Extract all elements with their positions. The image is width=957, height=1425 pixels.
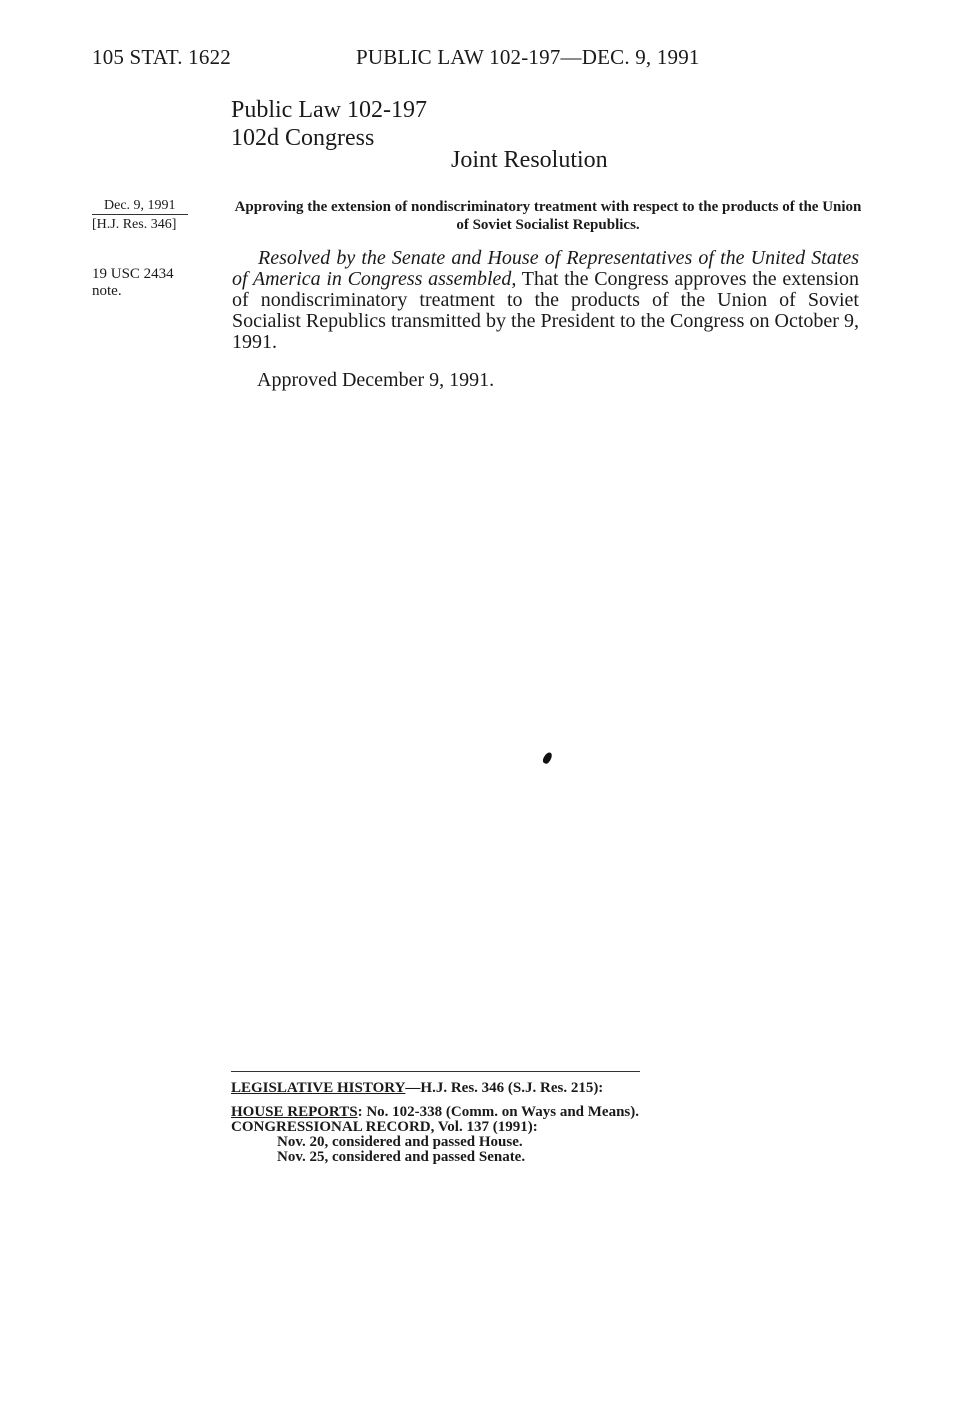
document-type: Joint Resolution	[451, 147, 608, 173]
legislative-history	[231, 1081, 639, 1165]
enactment-date: Dec. 9, 1991	[92, 197, 188, 215]
history-action: Nov. 20, considered and passed House.	[277, 1134, 523, 1150]
house-reports-label: HOUSE REPORTS	[231, 1104, 358, 1120]
history-heading-label: LEGISLATIVE HISTORY	[231, 1080, 406, 1096]
bill-number: [H.J. Res. 346]	[92, 217, 177, 232]
page-header-law: PUBLIC LAW 102-197—DEC. 9, 1991	[356, 45, 700, 69]
house-reports-rest: : No. 102-338 (Comm. on Ways and Means).	[357, 1104, 639, 1120]
ink-mark	[541, 751, 553, 765]
law-number: Public Law 102-197	[231, 97, 427, 123]
congress-label: 102d Congress	[231, 125, 375, 151]
history-action: Nov. 25, considered and passed Senate.	[277, 1149, 526, 1165]
history-heading-rest: —H.J. Res. 346 (S.J. Res. 215):	[405, 1080, 604, 1096]
margin-date-note	[92, 197, 188, 233]
margin-usc-note	[92, 266, 202, 300]
resolution-summary: Approving the extension of nondiscriminatory treatment with respect to the products of the Union of Soviet Socialist Republics.	[234, 199, 862, 233]
congressional-record: CONGRESSIONAL RECORD, Vol. 137 (1991):	[231, 1119, 538, 1135]
house-reports	[231, 1105, 639, 1120]
approval-date: Approved December 9, 1991.	[257, 369, 495, 391]
resolution-body	[232, 248, 859, 353]
resolution-text: That the Congress approves the extension of nondiscriminatory treatment to the products of the Union of Soviet Socialist Republics transmitted by the President to the Congress on October 9, 1991.	[232, 268, 860, 353]
enacting-clause: Resolved by the Senate and House of Representatives of the United States of America in Congress assembled,	[232, 247, 859, 290]
page-header-stat: 105 STAT. 1622	[92, 45, 231, 69]
usc-citation: 19 USC 2434	[92, 266, 174, 282]
law-title-block	[231, 96, 427, 152]
usc-note-label: note.	[92, 283, 122, 299]
history-divider	[231, 1071, 640, 1072]
history-heading	[231, 1081, 639, 1096]
